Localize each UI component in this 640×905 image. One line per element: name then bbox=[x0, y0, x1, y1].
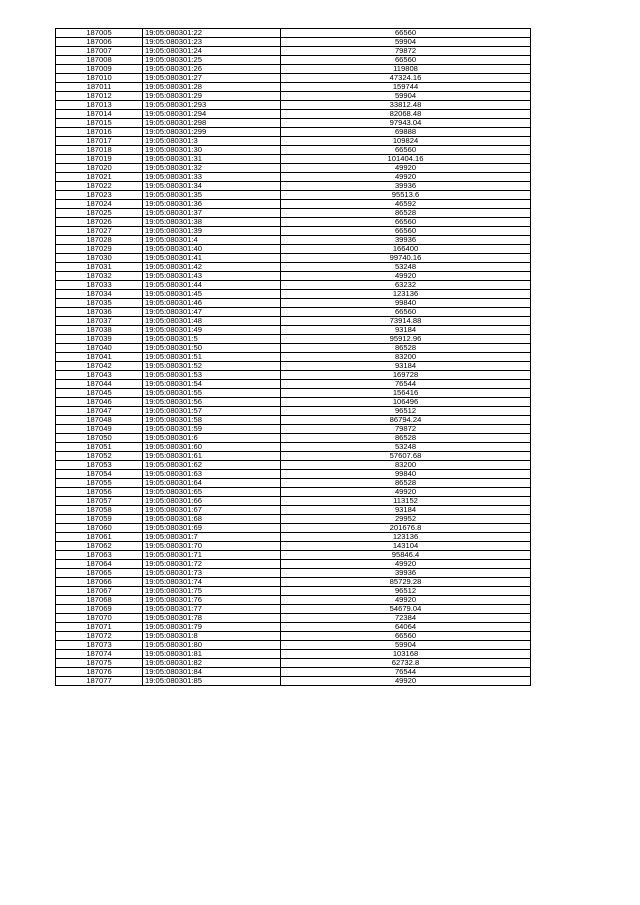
table-row bbox=[56, 614, 531, 623]
cadastral-number-cell: 19:05:080301:44 bbox=[143, 281, 281, 290]
table-row bbox=[56, 182, 531, 191]
cadastral-number-cell: 19:05:080301:40 bbox=[143, 245, 281, 254]
value-cell: 123136 bbox=[281, 290, 531, 299]
cadastral-number-cell: 19:05:080301:41 bbox=[143, 254, 281, 263]
table-row bbox=[56, 263, 531, 272]
value-cell: 53248 bbox=[281, 263, 531, 272]
value-cell: 79872 bbox=[281, 425, 531, 434]
value-cell: 49920 bbox=[281, 272, 531, 281]
cadastral-number-cell: 19:05:080301:39 bbox=[143, 227, 281, 236]
document-page bbox=[55, 28, 531, 686]
record-number-cell: 187024 bbox=[56, 200, 143, 209]
table-row bbox=[56, 299, 531, 308]
table-row bbox=[56, 47, 531, 56]
record-number-cell: 187029 bbox=[56, 245, 143, 254]
value-cell: 96512 bbox=[281, 407, 531, 416]
value-cell: 73914.88 bbox=[281, 317, 531, 326]
value-cell: 63232 bbox=[281, 281, 531, 290]
cadastral-number-cell: 19:05:080301:78 bbox=[143, 614, 281, 623]
record-number-cell: 187009 bbox=[56, 65, 143, 74]
table-row bbox=[56, 290, 531, 299]
value-cell: 86794.24 bbox=[281, 416, 531, 425]
value-cell: 86528 bbox=[281, 344, 531, 353]
table-row bbox=[56, 434, 531, 443]
value-cell: 95846.4 bbox=[281, 551, 531, 560]
record-number-cell: 187036 bbox=[56, 308, 143, 317]
cadastral-number-cell: 19:05:080301:74 bbox=[143, 578, 281, 587]
table-row bbox=[56, 578, 531, 587]
record-number-cell: 187062 bbox=[56, 542, 143, 551]
cadastral-number-cell: 19:05:080301:27 bbox=[143, 74, 281, 83]
table-row bbox=[56, 398, 531, 407]
record-number-cell: 187073 bbox=[56, 641, 143, 650]
record-number-cell: 187019 bbox=[56, 155, 143, 164]
table-row bbox=[56, 128, 531, 137]
record-number-cell: 187037 bbox=[56, 317, 143, 326]
value-cell: 72384 bbox=[281, 614, 531, 623]
table-row bbox=[56, 245, 531, 254]
value-cell: 76544 bbox=[281, 668, 531, 677]
record-number-cell: 187047 bbox=[56, 407, 143, 416]
record-number-cell: 187033 bbox=[56, 281, 143, 290]
record-number-cell: 187006 bbox=[56, 38, 143, 47]
value-cell: 33812.48 bbox=[281, 101, 531, 110]
table-row bbox=[56, 56, 531, 65]
cadastral-number-cell: 19:05:080301:5 bbox=[143, 335, 281, 344]
cadastral-number-cell: 19:05:080301:54 bbox=[143, 380, 281, 389]
cadastral-number-cell: 19:05:080301:59 bbox=[143, 425, 281, 434]
cadastral-number-cell: 19:05:080301:82 bbox=[143, 659, 281, 668]
value-cell: 83200 bbox=[281, 353, 531, 362]
value-cell: 93184 bbox=[281, 506, 531, 515]
table-row bbox=[56, 65, 531, 74]
table-row bbox=[56, 677, 531, 686]
value-cell: 106496 bbox=[281, 398, 531, 407]
cadastral-number-cell: 19:05:080301:30 bbox=[143, 146, 281, 155]
cadastral-number-cell: 19:05:080301:42 bbox=[143, 263, 281, 272]
table-row bbox=[56, 353, 531, 362]
table-row bbox=[56, 596, 531, 605]
table-row bbox=[56, 587, 531, 596]
value-cell: 143104 bbox=[281, 542, 531, 551]
value-cell: 95912.96 bbox=[281, 335, 531, 344]
record-number-cell: 187064 bbox=[56, 560, 143, 569]
record-number-cell: 187043 bbox=[56, 371, 143, 380]
cadastral-number-cell: 19:05:080301:81 bbox=[143, 650, 281, 659]
value-cell: 69888 bbox=[281, 128, 531, 137]
value-cell: 113152 bbox=[281, 497, 531, 506]
table-row bbox=[56, 38, 531, 47]
value-cell: 64064 bbox=[281, 623, 531, 632]
table-row bbox=[56, 371, 531, 380]
record-number-cell: 187054 bbox=[56, 470, 143, 479]
table-row bbox=[56, 497, 531, 506]
table-row bbox=[56, 632, 531, 641]
value-cell: 86528 bbox=[281, 209, 531, 218]
table-row bbox=[56, 569, 531, 578]
value-cell: 166400 bbox=[281, 245, 531, 254]
cadastral-number-cell: 19:05:080301:33 bbox=[143, 173, 281, 182]
value-cell: 49920 bbox=[281, 173, 531, 182]
cadastral-table bbox=[55, 28, 531, 686]
table-body bbox=[56, 29, 531, 686]
value-cell: 66560 bbox=[281, 29, 531, 38]
cadastral-number-cell: 19:05:080301:24 bbox=[143, 47, 281, 56]
table-row bbox=[56, 317, 531, 326]
cadastral-number-cell: 19:05:080301:25 bbox=[143, 56, 281, 65]
cadastral-number-cell: 19:05:080301:32 bbox=[143, 164, 281, 173]
record-number-cell: 187048 bbox=[56, 416, 143, 425]
record-number-cell: 187014 bbox=[56, 110, 143, 119]
cadastral-number-cell: 19:05:080301:53 bbox=[143, 371, 281, 380]
value-cell: 59904 bbox=[281, 641, 531, 650]
table-row bbox=[56, 344, 531, 353]
table-row bbox=[56, 416, 531, 425]
table-row bbox=[56, 380, 531, 389]
table-row bbox=[56, 155, 531, 164]
record-number-cell: 187069 bbox=[56, 605, 143, 614]
value-cell: 79872 bbox=[281, 47, 531, 56]
cadastral-number-cell: 19:05:080301:84 bbox=[143, 668, 281, 677]
table-row bbox=[56, 389, 531, 398]
value-cell: 86528 bbox=[281, 434, 531, 443]
record-number-cell: 187018 bbox=[56, 146, 143, 155]
value-cell: 85729.28 bbox=[281, 578, 531, 587]
record-number-cell: 187016 bbox=[56, 128, 143, 137]
value-cell: 99840 bbox=[281, 299, 531, 308]
cadastral-number-cell: 19:05:080301:45 bbox=[143, 290, 281, 299]
cadastral-number-cell: 19:05:080301:60 bbox=[143, 443, 281, 452]
cadastral-number-cell: 19:05:080301:65 bbox=[143, 488, 281, 497]
table-row bbox=[56, 227, 531, 236]
cadastral-number-cell: 19:05:080301:63 bbox=[143, 470, 281, 479]
table-row bbox=[56, 281, 531, 290]
cadastral-number-cell: 19:05:080301:37 bbox=[143, 209, 281, 218]
record-number-cell: 187071 bbox=[56, 623, 143, 632]
record-number-cell: 187022 bbox=[56, 182, 143, 191]
record-number-cell: 187076 bbox=[56, 668, 143, 677]
cadastral-number-cell: 19:05:080301:72 bbox=[143, 560, 281, 569]
table-row bbox=[56, 668, 531, 677]
cadastral-number-cell: 19:05:080301:36 bbox=[143, 200, 281, 209]
cadastral-number-cell: 19:05:080301:75 bbox=[143, 587, 281, 596]
cadastral-number-cell: 19:05:080301:46 bbox=[143, 299, 281, 308]
record-number-cell: 187031 bbox=[56, 263, 143, 272]
cadastral-number-cell: 19:05:080301:23 bbox=[143, 38, 281, 47]
value-cell: 46592 bbox=[281, 200, 531, 209]
table-row bbox=[56, 272, 531, 281]
value-cell: 169728 bbox=[281, 371, 531, 380]
cadastral-number-cell: 19:05:080301:57 bbox=[143, 407, 281, 416]
cadastral-number-cell: 19:05:080301:49 bbox=[143, 326, 281, 335]
table-row bbox=[56, 407, 531, 416]
record-number-cell: 187027 bbox=[56, 227, 143, 236]
record-number-cell: 187032 bbox=[56, 272, 143, 281]
cadastral-number-cell: 19:05:080301:70 bbox=[143, 542, 281, 551]
value-cell: 62732.8 bbox=[281, 659, 531, 668]
cadastral-number-cell: 19:05:080301:51 bbox=[143, 353, 281, 362]
cadastral-number-cell: 19:05:080301:62 bbox=[143, 461, 281, 470]
record-number-cell: 187005 bbox=[56, 29, 143, 38]
cadastral-number-cell: 19:05:080301:67 bbox=[143, 506, 281, 515]
cadastral-number-cell: 19:05:080301:85 bbox=[143, 677, 281, 686]
cadastral-number-cell: 19:05:080301:299 bbox=[143, 128, 281, 137]
cadastral-number-cell: 19:05:080301:26 bbox=[143, 65, 281, 74]
record-number-cell: 187013 bbox=[56, 101, 143, 110]
value-cell: 159744 bbox=[281, 83, 531, 92]
table-row bbox=[56, 209, 531, 218]
table-row bbox=[56, 146, 531, 155]
record-number-cell: 187061 bbox=[56, 533, 143, 542]
record-number-cell: 187074 bbox=[56, 650, 143, 659]
value-cell: 54679.04 bbox=[281, 605, 531, 614]
value-cell: 101404.16 bbox=[281, 155, 531, 164]
value-cell: 29952 bbox=[281, 515, 531, 524]
value-cell: 95513.6 bbox=[281, 191, 531, 200]
value-cell: 82068.48 bbox=[281, 110, 531, 119]
record-number-cell: 187060 bbox=[56, 524, 143, 533]
record-number-cell: 187050 bbox=[56, 434, 143, 443]
record-number-cell: 187049 bbox=[56, 425, 143, 434]
value-cell: 96512 bbox=[281, 587, 531, 596]
cadastral-number-cell: 19:05:080301:56 bbox=[143, 398, 281, 407]
record-number-cell: 187045 bbox=[56, 389, 143, 398]
record-number-cell: 187041 bbox=[56, 353, 143, 362]
table-row bbox=[56, 533, 531, 542]
table-row bbox=[56, 110, 531, 119]
record-number-cell: 187012 bbox=[56, 92, 143, 101]
table-row bbox=[56, 551, 531, 560]
record-number-cell: 187028 bbox=[56, 236, 143, 245]
record-number-cell: 187026 bbox=[56, 218, 143, 227]
record-number-cell: 187017 bbox=[56, 137, 143, 146]
record-number-cell: 187072 bbox=[56, 632, 143, 641]
table-row bbox=[56, 605, 531, 614]
table-row bbox=[56, 524, 531, 533]
table-row bbox=[56, 29, 531, 38]
value-cell: 156416 bbox=[281, 389, 531, 398]
table-row bbox=[56, 119, 531, 128]
table-row bbox=[56, 506, 531, 515]
value-cell: 49920 bbox=[281, 488, 531, 497]
table-row bbox=[56, 641, 531, 650]
record-number-cell: 187058 bbox=[56, 506, 143, 515]
table-row bbox=[56, 92, 531, 101]
value-cell: 49920 bbox=[281, 596, 531, 605]
cadastral-number-cell: 19:05:080301:293 bbox=[143, 101, 281, 110]
value-cell: 49920 bbox=[281, 677, 531, 686]
table-row bbox=[56, 560, 531, 569]
record-number-cell: 187051 bbox=[56, 443, 143, 452]
table-row bbox=[56, 308, 531, 317]
table-row bbox=[56, 164, 531, 173]
value-cell: 119808 bbox=[281, 65, 531, 74]
cadastral-number-cell: 19:05:080301:28 bbox=[143, 83, 281, 92]
table-row bbox=[56, 326, 531, 335]
cadastral-number-cell: 19:05:080301:66 bbox=[143, 497, 281, 506]
record-number-cell: 187035 bbox=[56, 299, 143, 308]
table-row bbox=[56, 236, 531, 245]
value-cell: 49920 bbox=[281, 560, 531, 569]
cadastral-number-cell: 19:05:080301:71 bbox=[143, 551, 281, 560]
value-cell: 47324.16 bbox=[281, 74, 531, 83]
record-number-cell: 187023 bbox=[56, 191, 143, 200]
record-number-cell: 187044 bbox=[56, 380, 143, 389]
record-number-cell: 187065 bbox=[56, 569, 143, 578]
value-cell: 123136 bbox=[281, 533, 531, 542]
table-row bbox=[56, 101, 531, 110]
record-number-cell: 187039 bbox=[56, 335, 143, 344]
record-number-cell: 187021 bbox=[56, 173, 143, 182]
table-row bbox=[56, 74, 531, 83]
record-number-cell: 187007 bbox=[56, 47, 143, 56]
value-cell: 103168 bbox=[281, 650, 531, 659]
record-number-cell: 187011 bbox=[56, 83, 143, 92]
cadastral-number-cell: 19:05:080301:31 bbox=[143, 155, 281, 164]
record-number-cell: 187038 bbox=[56, 326, 143, 335]
table-row bbox=[56, 254, 531, 263]
value-cell: 66560 bbox=[281, 632, 531, 641]
record-number-cell: 187040 bbox=[56, 344, 143, 353]
cadastral-number-cell: 19:05:080301:68 bbox=[143, 515, 281, 524]
table-row bbox=[56, 515, 531, 524]
record-number-cell: 187034 bbox=[56, 290, 143, 299]
table-row bbox=[56, 362, 531, 371]
record-number-cell: 187063 bbox=[56, 551, 143, 560]
cadastral-number-cell: 19:05:080301:79 bbox=[143, 623, 281, 632]
table-row bbox=[56, 542, 531, 551]
record-number-cell: 187068 bbox=[56, 596, 143, 605]
record-number-cell: 187077 bbox=[56, 677, 143, 686]
cadastral-number-cell: 19:05:080301:77 bbox=[143, 605, 281, 614]
cadastral-number-cell: 19:05:080301:35 bbox=[143, 191, 281, 200]
cadastral-number-cell: 19:05:080301:8 bbox=[143, 632, 281, 641]
table-row bbox=[56, 623, 531, 632]
cadastral-number-cell: 19:05:080301:61 bbox=[143, 452, 281, 461]
value-cell: 97943.04 bbox=[281, 119, 531, 128]
table-row bbox=[56, 200, 531, 209]
record-number-cell: 187025 bbox=[56, 209, 143, 218]
record-number-cell: 187020 bbox=[56, 164, 143, 173]
cadastral-number-cell: 19:05:080301:73 bbox=[143, 569, 281, 578]
table-row bbox=[56, 218, 531, 227]
table-row bbox=[56, 452, 531, 461]
table-row bbox=[56, 173, 531, 182]
table-row bbox=[56, 479, 531, 488]
table-row bbox=[56, 137, 531, 146]
cadastral-number-cell: 19:05:080301:29 bbox=[143, 92, 281, 101]
value-cell: 39936 bbox=[281, 236, 531, 245]
table-row bbox=[56, 443, 531, 452]
table-row bbox=[56, 191, 531, 200]
record-number-cell: 187042 bbox=[56, 362, 143, 371]
cadastral-number-cell: 19:05:080301:47 bbox=[143, 308, 281, 317]
cadastral-number-cell: 19:05:080301:50 bbox=[143, 344, 281, 353]
cadastral-number-cell: 19:05:080301:76 bbox=[143, 596, 281, 605]
cadastral-number-cell: 19:05:080301:38 bbox=[143, 218, 281, 227]
record-number-cell: 187057 bbox=[56, 497, 143, 506]
cadastral-number-cell: 19:05:080301:7 bbox=[143, 533, 281, 542]
table-row bbox=[56, 470, 531, 479]
record-number-cell: 187008 bbox=[56, 56, 143, 65]
table-row bbox=[56, 659, 531, 668]
value-cell: 66560 bbox=[281, 56, 531, 65]
value-cell: 66560 bbox=[281, 146, 531, 155]
table-row bbox=[56, 650, 531, 659]
table-row bbox=[56, 425, 531, 434]
cadastral-number-cell: 19:05:080301:43 bbox=[143, 272, 281, 281]
record-number-cell: 187075 bbox=[56, 659, 143, 668]
record-number-cell: 187056 bbox=[56, 488, 143, 497]
value-cell: 39936 bbox=[281, 182, 531, 191]
value-cell: 49920 bbox=[281, 164, 531, 173]
cadastral-number-cell: 19:05:080301:69 bbox=[143, 524, 281, 533]
value-cell: 93184 bbox=[281, 326, 531, 335]
cadastral-number-cell: 19:05:080301:58 bbox=[143, 416, 281, 425]
record-number-cell: 187055 bbox=[56, 479, 143, 488]
record-number-cell: 187066 bbox=[56, 578, 143, 587]
value-cell: 83200 bbox=[281, 461, 531, 470]
value-cell: 57607.68 bbox=[281, 452, 531, 461]
table-row bbox=[56, 83, 531, 92]
value-cell: 59904 bbox=[281, 92, 531, 101]
cadastral-number-cell: 19:05:080301:48 bbox=[143, 317, 281, 326]
value-cell: 99840 bbox=[281, 470, 531, 479]
cadastral-number-cell: 19:05:080301:64 bbox=[143, 479, 281, 488]
cadastral-number-cell: 19:05:080301:298 bbox=[143, 119, 281, 128]
record-number-cell: 187010 bbox=[56, 74, 143, 83]
value-cell: 66560 bbox=[281, 308, 531, 317]
value-cell: 99740.16 bbox=[281, 254, 531, 263]
table-row bbox=[56, 335, 531, 344]
table-row bbox=[56, 461, 531, 470]
cadastral-number-cell: 19:05:080301:294 bbox=[143, 110, 281, 119]
value-cell: 201676.8 bbox=[281, 524, 531, 533]
cadastral-number-cell: 19:05:080301:6 bbox=[143, 434, 281, 443]
record-number-cell: 187030 bbox=[56, 254, 143, 263]
cadastral-number-cell: 19:05:080301:55 bbox=[143, 389, 281, 398]
cadastral-number-cell: 19:05:080301:22 bbox=[143, 29, 281, 38]
record-number-cell: 187059 bbox=[56, 515, 143, 524]
value-cell: 86528 bbox=[281, 479, 531, 488]
record-number-cell: 187070 bbox=[56, 614, 143, 623]
value-cell: 93184 bbox=[281, 362, 531, 371]
cadastral-number-cell: 19:05:080301:52 bbox=[143, 362, 281, 371]
cadastral-number-cell: 19:05:080301:4 bbox=[143, 236, 281, 245]
cadastral-number-cell: 19:05:080301:3 bbox=[143, 137, 281, 146]
value-cell: 76544 bbox=[281, 380, 531, 389]
record-number-cell: 187067 bbox=[56, 587, 143, 596]
value-cell: 66560 bbox=[281, 227, 531, 236]
value-cell: 59904 bbox=[281, 38, 531, 47]
cadastral-number-cell: 19:05:080301:80 bbox=[143, 641, 281, 650]
record-number-cell: 187053 bbox=[56, 461, 143, 470]
value-cell: 53248 bbox=[281, 443, 531, 452]
cadastral-number-cell: 19:05:080301:34 bbox=[143, 182, 281, 191]
record-number-cell: 187046 bbox=[56, 398, 143, 407]
record-number-cell: 187015 bbox=[56, 119, 143, 128]
record-number-cell: 187052 bbox=[56, 452, 143, 461]
value-cell: 39936 bbox=[281, 569, 531, 578]
value-cell: 66560 bbox=[281, 218, 531, 227]
value-cell: 109824 bbox=[281, 137, 531, 146]
table-row bbox=[56, 488, 531, 497]
